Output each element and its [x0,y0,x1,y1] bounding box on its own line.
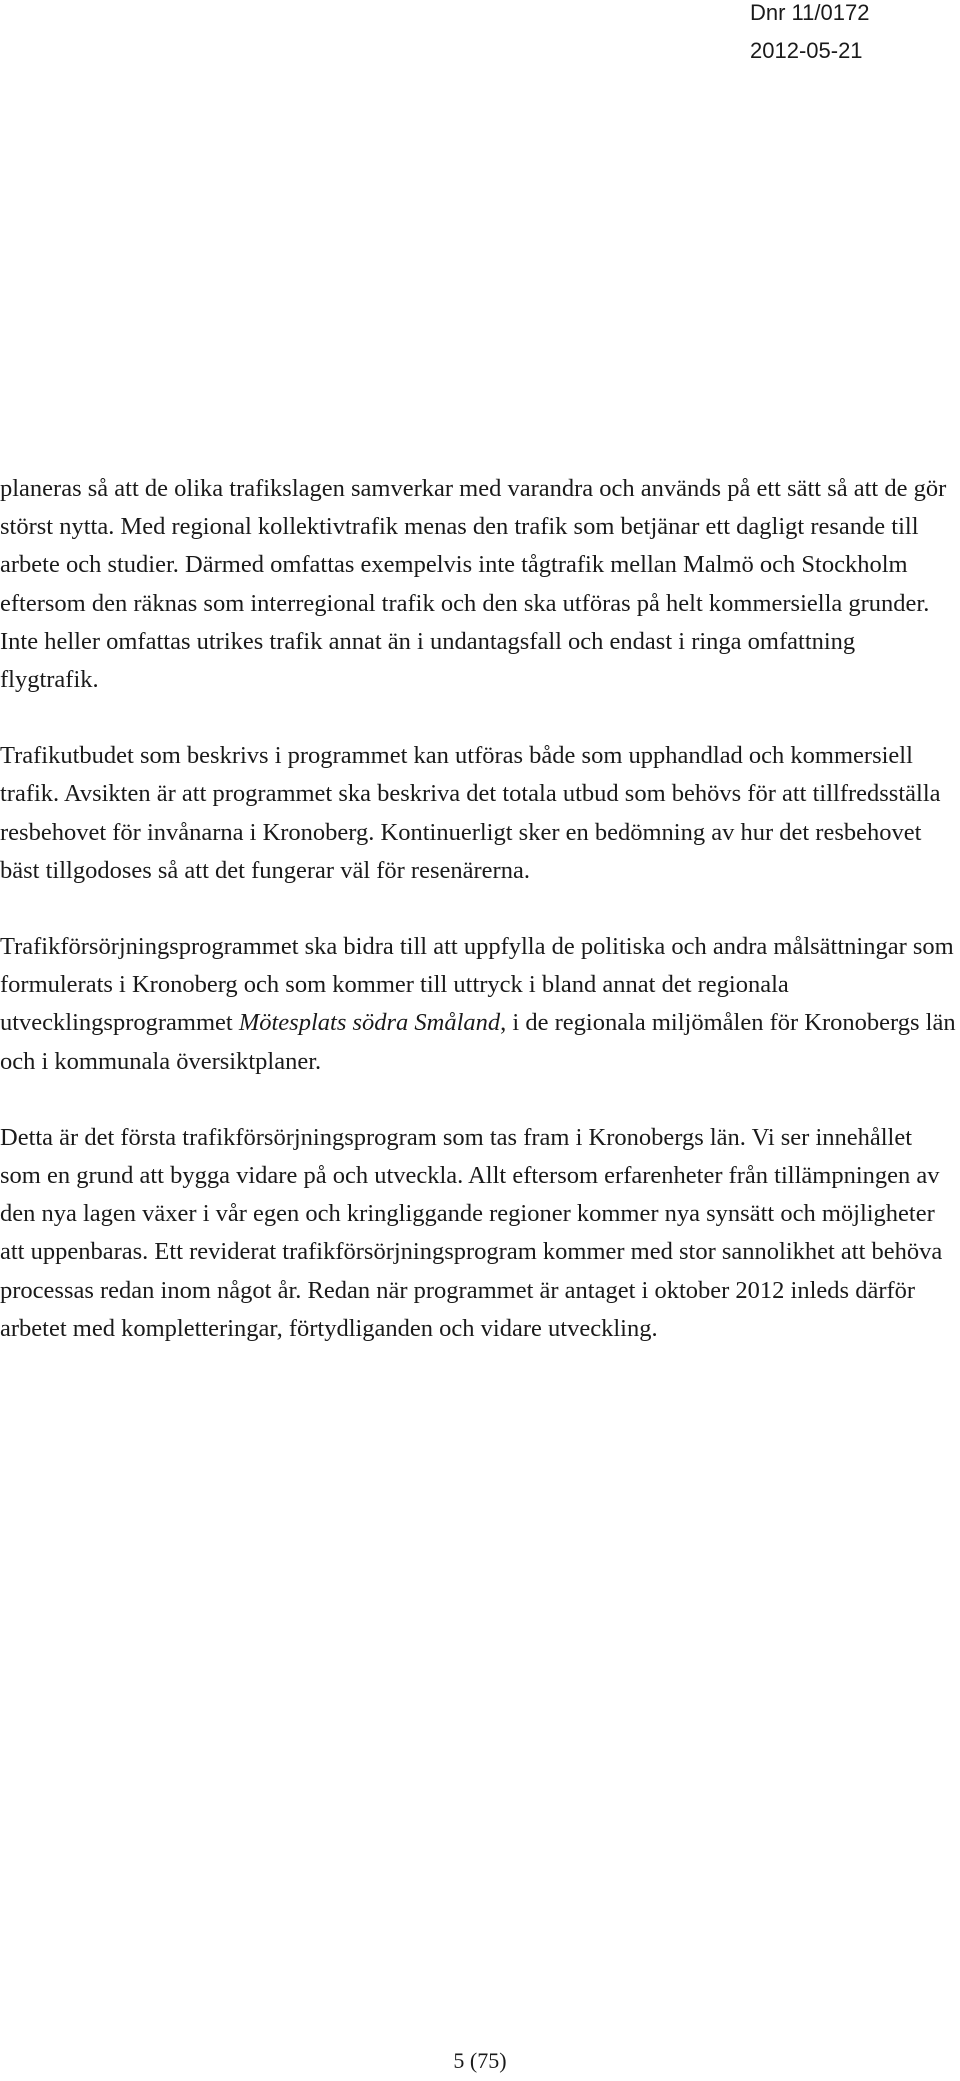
page-number: 5 (75) [453,2048,507,2073]
body-paragraph-with-emphasis [0,928,956,1081]
body-paragraph: planeras så att de olika trafikslagen samverkar med varandra och används på ett sätt så att de gör störst nytta. Med regional kollektivtrafik menas den trafik som betjänar ett dagligt resande till arbete och studier. Därmed omfattas exempelvis inte tågtrafik mellan Malmö och Stockholm eftersom den räknas som interregional trafik och den ska utföras på helt kommersiella grunder. Inte heller omfattas utrikes trafik annat än i undantagsfall och endast i ringa omfattning flygtrafik. [0,475,947,694]
page-footer [0,2048,960,2074]
body-paragraph: Trafikutbudet som beskrivs i programmet kan utföras både som upphandlad och kommersiell trafik. Avsikten är att programmet ska beskriva det totala utbud som behövs för att tillfredsställa resbehovet för invånarna i Kronoberg. Kontinuerligt sker en bedömning av hur det resbehovet bäst tillgodoses så att det fungerar väl för resenärerna. [0,742,941,884]
paragraph-text-before-emphasis: Trafikförsörjningsprogrammet ska bidra till att uppfylla de politiska och andra målsättningar som formulerats i Kronoberg och som kommer till uttryck i bland annat det regionala utvecklingsprogrammet [0,933,954,1037]
body-paragraph: Detta är det första trafikförsörjningsprogram som tas fram i Kronobergs län. Vi ser innehållet som en grund att bygga vidare på och utveckla. Allt eftersom erfarenheter från tillämpningen av den nya lagen växer i vår egen och kringliggande regioner kommer nya synsätt och möjligheter att uppenbaras. Ett reviderat trafikförsörjningsprogram kommer med stor sannolikhet att behöva processas redan inom något år. Redan när programmet är antaget i oktober 2012 inleds därför arbetet med kompletteringar, förtydliganden och vidare utveckling. [0,1123,943,1342]
program-title-emphasis: Mötesplats södra Småland [238,1009,501,1037]
document-body [0,470,956,1386]
document-date: 2012-05-21 [750,38,863,63]
document-reference-number: Dnr 11/0172 [750,0,870,25]
paragraph-text-after-emphasis: , i de regionala miljömålen för Kronobergs län och i kommunala översiktplaner. [0,1009,956,1075]
